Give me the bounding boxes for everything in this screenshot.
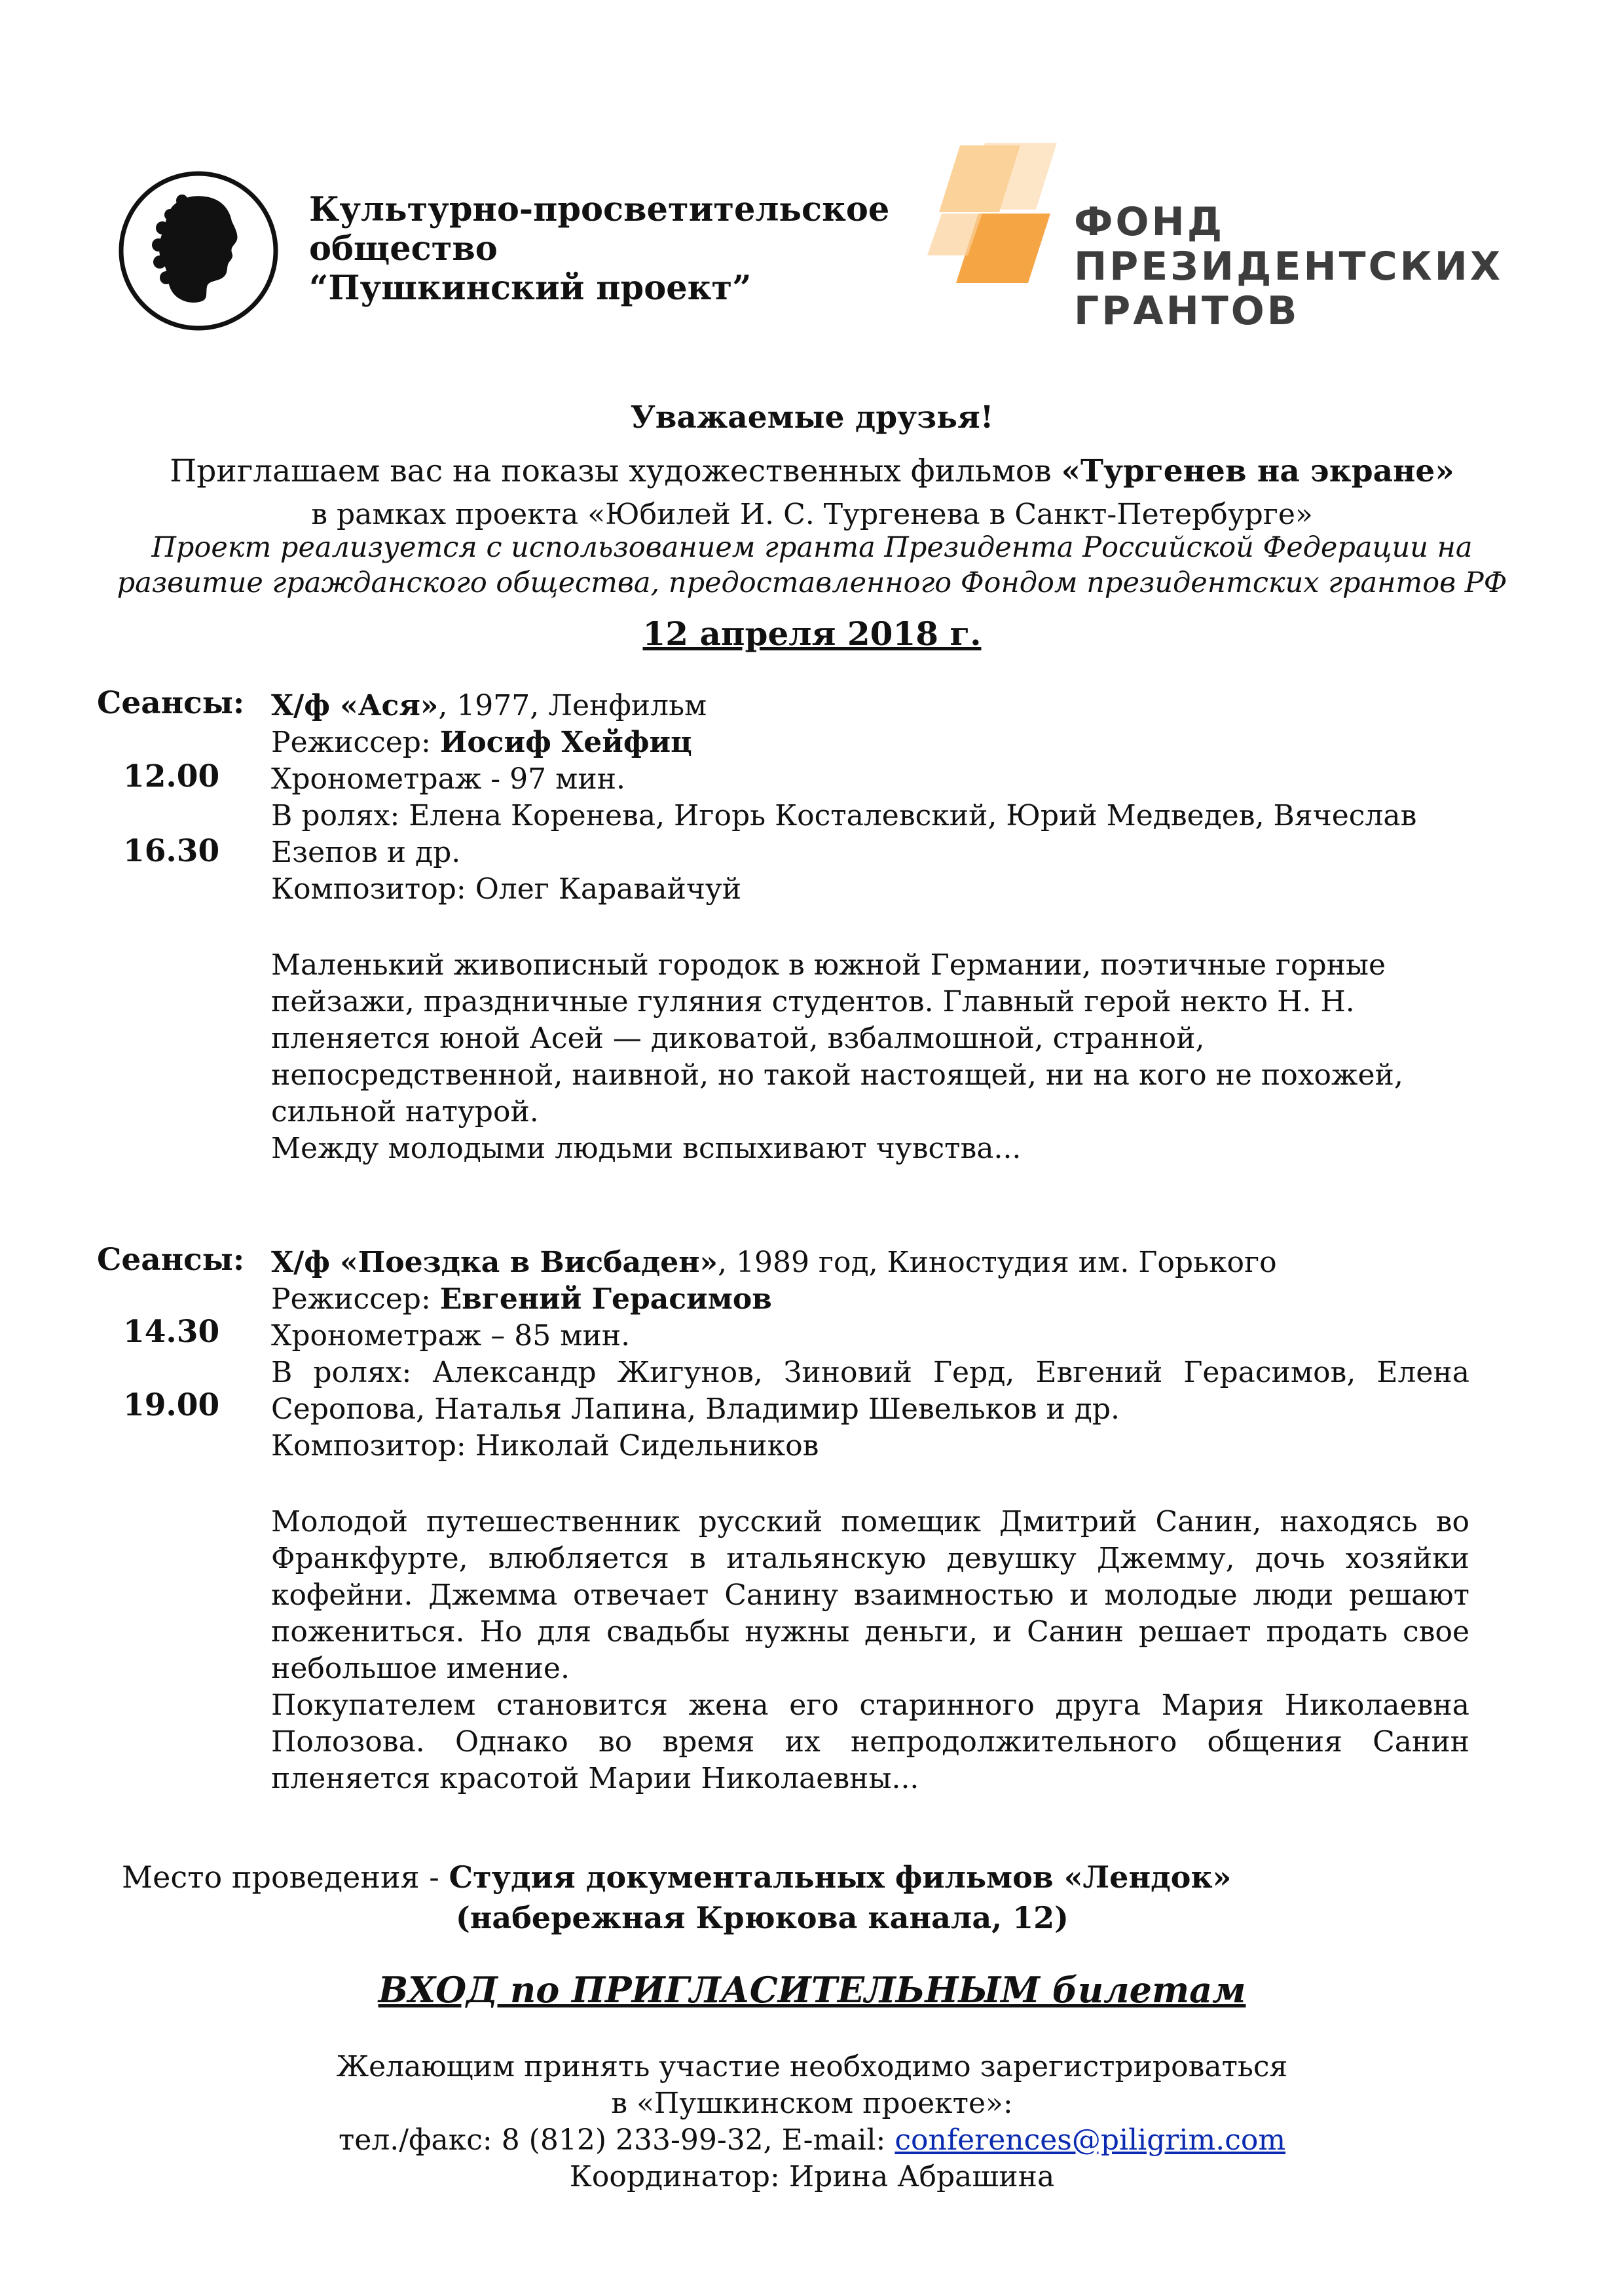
runtime: Хронометраж - 97 мин.: [271, 762, 625, 796]
session-time: 19.00: [123, 1387, 220, 1423]
description-line: Полозова. Однако во время их непродолжительного общения Санин: [271, 1725, 1469, 1759]
film-year-studio: , 1989 год, Киностудия им. Горького: [718, 1246, 1277, 1279]
description-line: сильной натурой.: [271, 1095, 539, 1129]
director-label: Режиссер:: [271, 726, 440, 759]
venue-line: [122, 1859, 1231, 1895]
sessions-label: Сеансы:: [97, 1242, 245, 1278]
film-title: Х/ф «Поездка в Висбаден»: [271, 1246, 718, 1279]
composer: Композитор: Олег Каравайчуй: [271, 872, 742, 906]
fund-name-line-3: ГРАНТОВ: [1074, 288, 1300, 334]
session-time: 12.00: [123, 758, 220, 794]
fund-name-line-2: ПРЕЗИДЕНТСКИХ: [1074, 244, 1504, 289]
presidential-grants-fund-logo-icon: [922, 140, 1057, 286]
description-line: пленяется красотой Марии Николаевны...: [271, 1762, 919, 1795]
description-line: пленяется юной Асей — диковатой, взбалмошной, странной,: [271, 1022, 1205, 1055]
entry-notice: ВХОД по ПРИГЛАСИТЕЛЬНЫМ билетам: [378, 1969, 1246, 2011]
description-line: пожениться. Но для свадьбы нужны деньги, и Санин решает продать свое: [271, 1615, 1469, 1649]
description-line: Маленький живописный городок в южной Германии, поэтичные горные: [271, 948, 1386, 982]
film-title-line: [271, 1244, 1469, 1281]
invitation-line: [0, 453, 1624, 490]
description-line: Молодой путешественник русский помещик Дмитрий Санин, находясь во: [271, 1505, 1469, 1539]
cast-line-1: В ролях: Александр Жигунов, Зиновий Герд, Евгений Герасимов, Елена: [271, 1356, 1469, 1389]
phone-fax: тел./факс: 8 (812) 233-99-32, E-mail:: [338, 2123, 895, 2157]
coordinator: Координатор: Ирина Абрашина: [569, 2160, 1055, 2193]
director-line: [271, 1281, 1469, 1318]
cast-line-2: Езепов и др.: [271, 836, 461, 869]
session-time: 16.30: [123, 833, 220, 869]
description-line: пейзажи, праздничные гуляния студентов. Главный герой некто Н. Н.: [271, 985, 1355, 1018]
cast-line-1: В ролях: Елена Коренева, Игорь Косталевский, Юрий Медведев, Вячеслав: [271, 799, 1417, 832]
film-title-line: [271, 688, 1469, 724]
registration-line-2: в «Пушкинском проекте»:: [611, 2087, 1013, 2120]
program-title: «Тургенев на экране»: [1061, 453, 1454, 489]
description-line: Между молодыми людьми вспыхивают чувства...: [271, 1132, 1022, 1165]
society-name-line-3: “Пушкинский проект”: [309, 269, 752, 308]
director-name: Евгений Герасимов: [439, 1282, 772, 1316]
sessions-label: Сеансы:: [97, 685, 245, 721]
director-label: Режиссер:: [271, 1282, 440, 1316]
fund-name-line-1: ФОНД: [1074, 199, 1225, 245]
invitation-text: Приглашаем вас на показы художественных фильмов: [170, 453, 1061, 489]
film-title: Х/ф «Ася»: [271, 689, 439, 722]
venue-label: Место проведения -: [122, 1859, 449, 1895]
event-date: 12 апреля 2018 г.: [642, 614, 982, 653]
greeting: Уважаемые друзья!: [630, 400, 994, 436]
description-line: Покупателем становится жена его старинного друга Мария Николаевна: [271, 1689, 1469, 1722]
pushkin-project-logo: [117, 169, 280, 333]
session-time: 14.30: [123, 1314, 220, 1350]
project-line: в рамках проекта «Юбилей И. С. Тургенева в Санкт-Петербурге»: [311, 498, 1313, 531]
director-name: Иосиф Хейфиц: [439, 726, 692, 759]
runtime: Хронометраж – 85 мин.: [271, 1319, 631, 1353]
email-link[interactable]: conferences@piligrim.com: [895, 2123, 1286, 2157]
registration-line-1: Желающим принять участие необходимо зарегистрироваться: [336, 2050, 1288, 2083]
cast-line-2: Серопова, Наталья Лапина, Владимир Шевельков и др.: [271, 1392, 1120, 1426]
society-name-line-2: общество: [309, 229, 498, 269]
venue-address: (набережная Крюкова канала, 12): [456, 1900, 1069, 1935]
grant-note-line-2: развитие гражданского общества, предоставленного Фондом президентских грантов РФ: [117, 567, 1507, 599]
society-name-line-1: Культурно-просветительское: [309, 190, 890, 229]
contact-line: [0, 2122, 1624, 2159]
description-line: кофейни. Джемма отвечает Санину взаимностью и молодые люди решают: [271, 1578, 1469, 1612]
venue-name: Студия документальных фильмов «Лендок»: [449, 1859, 1232, 1895]
description-line: Франкфурте, влюбляется в итальянскую девушку Джемму, дочь хозяйки: [271, 1542, 1469, 1575]
grant-note-line-1: Проект реализуется с использованием гранта Президента Российской Федерации на: [151, 531, 1473, 564]
description-line: непосредственной, наивной, но такой настоящей, ни на кого не похожей,: [271, 1058, 1403, 1092]
film-year-studio: , 1977, Ленфильм: [438, 689, 707, 722]
director-line: [271, 724, 1469, 761]
description-line: небольшое имение.: [271, 1652, 570, 1685]
composer: Композитор: Николай Сидельников: [271, 1429, 819, 1463]
